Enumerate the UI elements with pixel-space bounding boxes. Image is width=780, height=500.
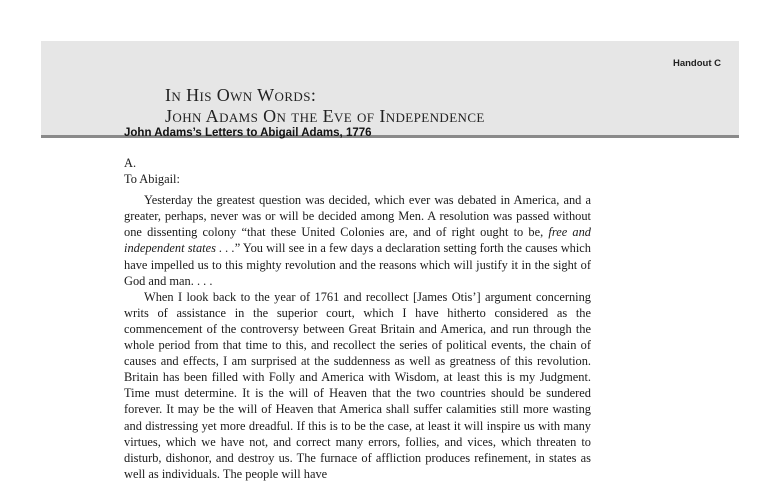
title-line-1: In His Own Words: <box>165 85 317 105</box>
title-line-2: John Adams On the Eve of Independence <box>165 106 485 126</box>
page-title <box>165 85 485 127</box>
paragraph-1-italic-quote: free and independent states . . . <box>124 225 591 256</box>
section-heading: John Adams’s Letters to Abigail Adams, 1776 <box>124 127 372 139</box>
handout-label: Handout C <box>672 58 721 69</box>
letter-label: A. <box>124 156 137 170</box>
letter-salutation: To Abigail: <box>124 172 180 187</box>
paragraph-1-text-b: ” You will see in a few days a declaration setting forth the causes which have impelled us to this mighty revolution and the reasons which will justify it in the sight of God and man. . . . <box>124 241 591 288</box>
letter-paragraph-1 <box>124 192 591 289</box>
page-header <box>41 41 739 135</box>
letter-body <box>124 155 591 482</box>
letter-paragraph-2: When I look back to the year of 1761 and recollect [James Otis’] argument concerning writs of assistance in the superior court, which I have hitherto considered as the commencement of the controversy between Great Britain and America, and run through the whole period from that time to this, and recollect the series of political events, the chain of causes and effects, I am surprised at the suddenness as well as greatness of this revolution. Britain has been filled with Folly and America with Wisdom, at least this is my Judgment. Time must determine. It is the will of Heaven that the two countries should be sundered forever. It may be the will of Heaven that America shall suffer calamities still more wasting and distressing yet more dreadful. If this is to be the case, at least it will inspire us with many virtues, which we have not, and correct many errors, follies, and vices, which threaten to disturb, dishonor, and destroy us. The furnace of affliction produces refinement, in states as well as individuals. The people will have <box>124 289 591 481</box>
paragraph-1-text-a: Yesterday the greatest question was decided, which ever was debated in America, and a greater, perhaps, never was or will be decided among Men. A resolution was passed without one dissenting colony “that these United Colonies are, and of right ought to be, <box>124 193 591 240</box>
